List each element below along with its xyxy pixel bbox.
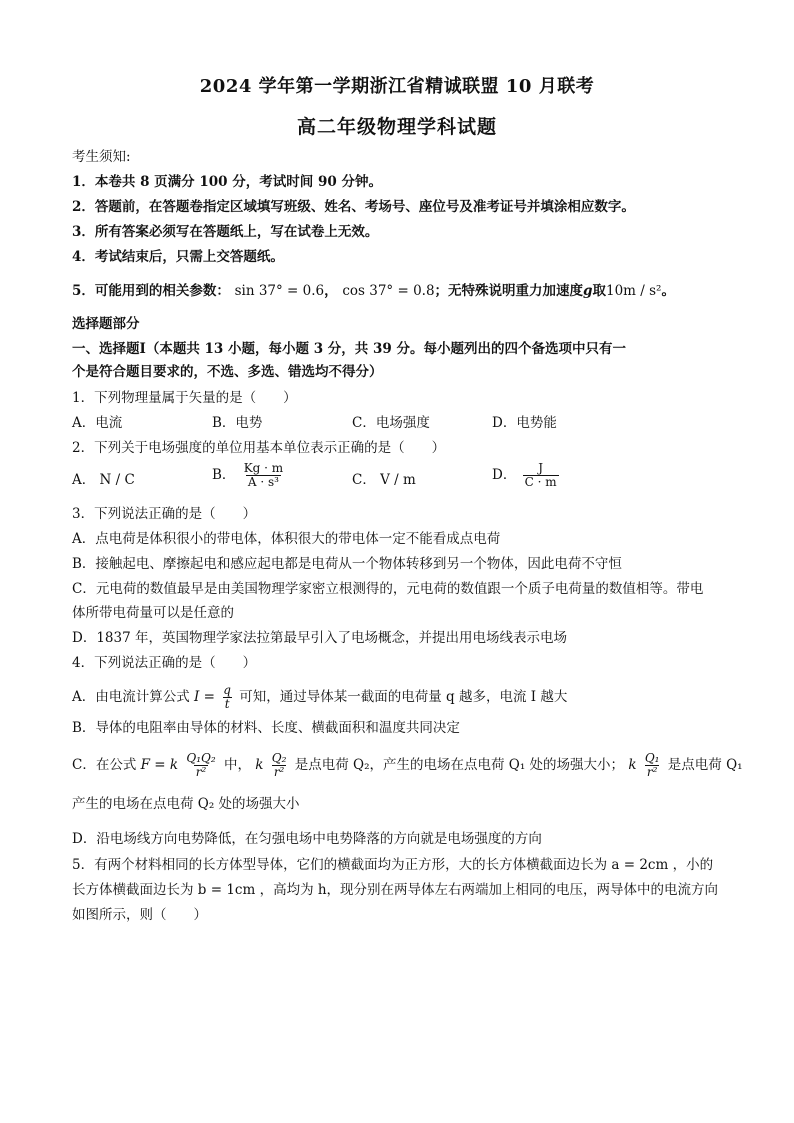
- q1-stem: 1．下列物理量属于矢量的是（ ）: [72, 390, 297, 406]
- q4-a-fraction: $\frac{q}{t}$: [223, 683, 231, 711]
- q4-option-c-line2: 产生的电场在点电荷 Q₂ 处的场强大小: [72, 796, 300, 812]
- q1-option-b: B．电势: [212, 415, 263, 431]
- exam-title: 2024 学年第一学期浙江省精诚联盟 10 月联考: [199, 76, 595, 97]
- q1-option-a: A．电流: [72, 415, 123, 431]
- q4-option-c-line1: C．在公式 F = k $\frac{\text{Q₁Q₂}}{\text{r²}}$ 中， k $\frac{\text{Q₂}}{\text{r²}}$ 是点电荷 Q₂，产生的电场在点电荷 Q₁ 处的场强大小； k $\frac{\text{Q₁}}{\text{r²}}$ 是点电荷 Q₁: [72, 751, 743, 779]
- q4-c-fraction-3: $\frac{\text{Q₁}}{\text{r²}}$: [644, 751, 660, 779]
- q3-option-d: D．1837 年，英国物理学家法拉第最早引入了电场概念，并提出用电场线表示电场: [72, 630, 567, 646]
- notice-item-4: 4．考试结束后，只需上交答题纸。: [72, 249, 284, 265]
- notice-item-5: 5．可能用到的相关参数： sin 37° = 0.6， cos 37° = 0.8；无特殊说明重力加速度g取10m / s²。: [72, 283, 675, 299]
- exam-subtitle: 高二年级物理学科试题: [296, 116, 497, 138]
- q4-option-b: B．导体的电阻率由导体的材料、长度、横截面积和温度共同决定: [72, 720, 460, 736]
- q4-c-fraction-1: $\frac{\text{Q₁Q₂}}{\text{r²}}$: [186, 751, 216, 779]
- q2-option-a: A． N / C: [72, 472, 135, 488]
- q3-option-b: B．接触起电、摩擦起电和感应起电都是电荷从一个物体转移到另一个物体，因此电荷不守恒: [72, 556, 622, 572]
- q5-line1: 5．有两个材料相同的长方体型导体，它们的横截面均为正方形，大的长方体横截面边长为 a = 2cm ，小的: [72, 857, 714, 873]
- q5-line2: 长方体横截面边长为 b = 1cm ，高均为 h，现分别在两导体左右两端加上相同的电压，两导体中的电流方向: [72, 882, 719, 898]
- q2-option-c: C． V / m: [352, 472, 416, 488]
- cos-value: cos 37° = 0.8: [342, 283, 435, 299]
- section-heading-line1: 一、选择题Ⅰ（本题共 13 小题，每小题 3 分，共 39 分。每小题列出的四个备选项中只有一: [72, 341, 626, 357]
- notice-item-2: 2．答题前，在答题卷指定区域填写班级、姓名、考场号、座位号及准考证号并填涂相应数字。: [72, 199, 635, 215]
- q4-c-fraction-2: $\frac{\text{Q₂}}{\text{r²}}$: [271, 751, 287, 779]
- notice-item-3: 3．所有答案必须写在答题纸上，写在试卷上无效。: [72, 224, 379, 240]
- q2-stem: 2．下列关于电场强度的单位用基本单位表示正确的是（ ）: [72, 440, 446, 456]
- q1-option-c: C．电场强度: [352, 415, 430, 431]
- q5-line3: 如图所示，则（ ）: [72, 907, 207, 923]
- q3-stem: 3．下列说法正确的是（ ）: [72, 506, 257, 522]
- q3-option-c-line1: C．元电荷的数值最早是由美国物理学家密立根测得的，元电荷的数值跟一个质子电荷量的数值相等。带电: [72, 581, 704, 597]
- q4-option-a: A．由电流计算公式 I = $\frac{q}{t}$ 可知，通过导体某一截面的电荷量 q 越多，电流 I 越大: [72, 683, 568, 711]
- q4-stem: 4．下列说法正确的是（ ）: [72, 655, 257, 671]
- q1-option-d: D．电势能: [492, 415, 557, 431]
- q3-option-c-line2: 体所带电荷量可以是任意的: [72, 605, 234, 621]
- q2-option-b: B． $\frac{Kg \cdot m}{\text{A · s³}}$: [212, 461, 284, 489]
- q2-option-d: D． $\frac{J}{C \cdot m}$: [492, 461, 557, 489]
- gravity-value: 10m / s²: [606, 283, 662, 299]
- notice-heading: 考生须知:: [72, 149, 131, 165]
- q3-option-a: A．点电荷是体积很小的带电体，体积很大的带电体一定不能看成点电荷: [72, 531, 501, 547]
- q2-b-fraction: $\frac{Kg \cdot m}{\text{A · s³}}$: [243, 461, 284, 489]
- notice-item-1: 1．本卷共 8 页满分 100 分，考试时间 90 分钟。: [72, 174, 382, 190]
- sin-value: sin 37° = 0.6: [234, 283, 325, 299]
- section-label: 选择题部分: [72, 316, 140, 332]
- section-heading-line2: 个是符合题目要求的，不选、多选、错选均不得分）: [72, 364, 383, 380]
- q2-d-fraction: $\frac{J}{C \cdot m}$: [524, 461, 557, 489]
- q4-option-d: D．沿电场线方向电势降低，在匀强电场中电势降落的方向就是电场强度的方向: [72, 831, 542, 847]
